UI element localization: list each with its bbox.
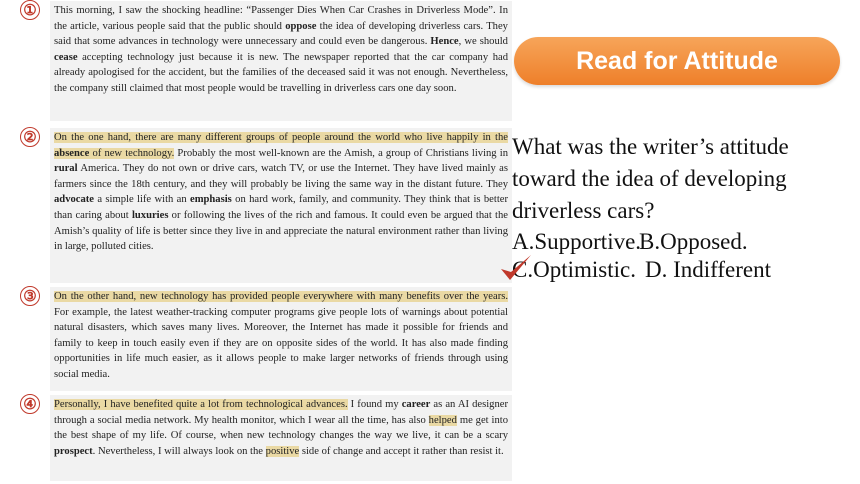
p2-keyword-rural: rural xyxy=(54,163,78,175)
paragraph-1 xyxy=(50,1,512,121)
p1-keyword-oppose: oppose xyxy=(285,20,317,32)
option-a[interactable]: A.Supportive. xyxy=(512,229,642,254)
p2-text-1: Probably the most well-known are the Amish, a group of Christians living in xyxy=(174,147,508,159)
p1-text-2: the idea of developing driverless cars. They said that some advances in technology were unnecessary and could even be dangerous. xyxy=(54,20,508,48)
p1-text-3: , we should xyxy=(458,36,508,48)
p1-keyword-hence: Hence xyxy=(430,36,459,48)
paragraph-4 xyxy=(50,395,512,481)
p1-text-1: This morning, I saw the shocking headline: “Passenger Dies When Car Crashes in Driverless Mode”. In the article, various people said that the public should xyxy=(54,5,508,32)
p1-text-4: accepting technology just because it is new. The newspaper reported that the car company had already apologised for the accident, but the families of the deceased said it was not enough. Nevertheless, the company still claimed that most people would be travelling in driverless cars one day soon. xyxy=(54,51,508,94)
p3-text-1: For example, the latest weather-tracking computer programs give people lots of warnings about potential natural disasters, which saves many lives. Moreover, the Internet has made it possible for friends and family to keep in touch easily even if they are on opposite sides of the world. It has also made finding opportunities in life much easier, as it allows people to make larger networks of friends through using social media. xyxy=(54,306,508,380)
p4-highlight-positive: positive xyxy=(265,445,300,457)
p2-keyword-emphasis: emphasis xyxy=(190,194,232,206)
option-d[interactable]: D. Indifferent xyxy=(645,257,772,282)
p2-keyword-luxuries: luxuries xyxy=(131,209,169,221)
paragraph-number-1: ① xyxy=(20,0,40,20)
p2-text-3: a simple life with an xyxy=(94,194,190,206)
p2-text-5: or following the lives of the rich and famous. It could even be argued that the Amish’s quality of life is better since they live in and appreciate the natural environment rather than living in large, polluted cities. xyxy=(54,209,508,253)
p4-text-3: me get into the best shape of my life. Of course, when new technology changes the way we live, it can be a scary xyxy=(54,414,509,442)
paragraph-number-3: ③ xyxy=(20,286,40,306)
p4-text-2: as an AI designer through a social media network. My health monitor, which I wear all the time, has also xyxy=(54,399,508,426)
option-b[interactable]: B.Opposed. xyxy=(639,229,748,254)
p4-text-5: side of change and accept it rather than resist it. xyxy=(299,445,504,457)
article-panel xyxy=(20,0,509,484)
banner-title: Read for Attitude xyxy=(576,46,778,75)
p4-highlight-1: Personally, I have benefited quite a lot from technological advances. xyxy=(54,399,348,410)
p2-highlight-2: of new technology. xyxy=(89,147,175,159)
p2-highlight-1: On the one hand, there are many different groups of people around the world who live happily in the xyxy=(54,132,508,143)
section-banner xyxy=(514,37,840,85)
p2-text-4: on hard work, family, and community. They think that is better than caring about xyxy=(54,194,508,221)
p2-keyword-advocate: advocate xyxy=(54,194,95,206)
p4-text-4: . Nevertheless, I will always look on the xyxy=(92,445,266,457)
checkmark-icon xyxy=(498,252,534,284)
paragraph-2 xyxy=(50,128,512,283)
p4-highlight-helped: helped xyxy=(428,414,457,426)
option-c[interactable]: C.Optimistic. xyxy=(512,257,636,282)
paragraph-number-4: ④ xyxy=(20,394,40,414)
p4-keyword-prospect: prospect xyxy=(54,445,93,457)
p1-keyword-cease: cease xyxy=(54,51,78,63)
checkmark-shape xyxy=(501,255,531,280)
p4-keyword-career: career xyxy=(401,399,431,410)
p4-text-1: I found my xyxy=(347,399,402,410)
answer-options xyxy=(512,228,771,284)
p3-highlight-1: On the other hand, new technology has provided people everywhere with many benefits over the years. xyxy=(54,291,508,302)
question-text: What was the writer’s attitude toward the idea of developing driverless cars? xyxy=(512,134,789,223)
p2-keyword-absence: absence xyxy=(54,147,90,159)
paragraph-number-2: ② xyxy=(20,127,40,147)
p2-text-2: America. They do not own or drive cars, watch TV, or use the Internet. They have lived mainly as farmers since the 18th century, and they will probably be living the same way in the distant future. They xyxy=(54,163,508,190)
paragraph-3 xyxy=(50,287,512,391)
